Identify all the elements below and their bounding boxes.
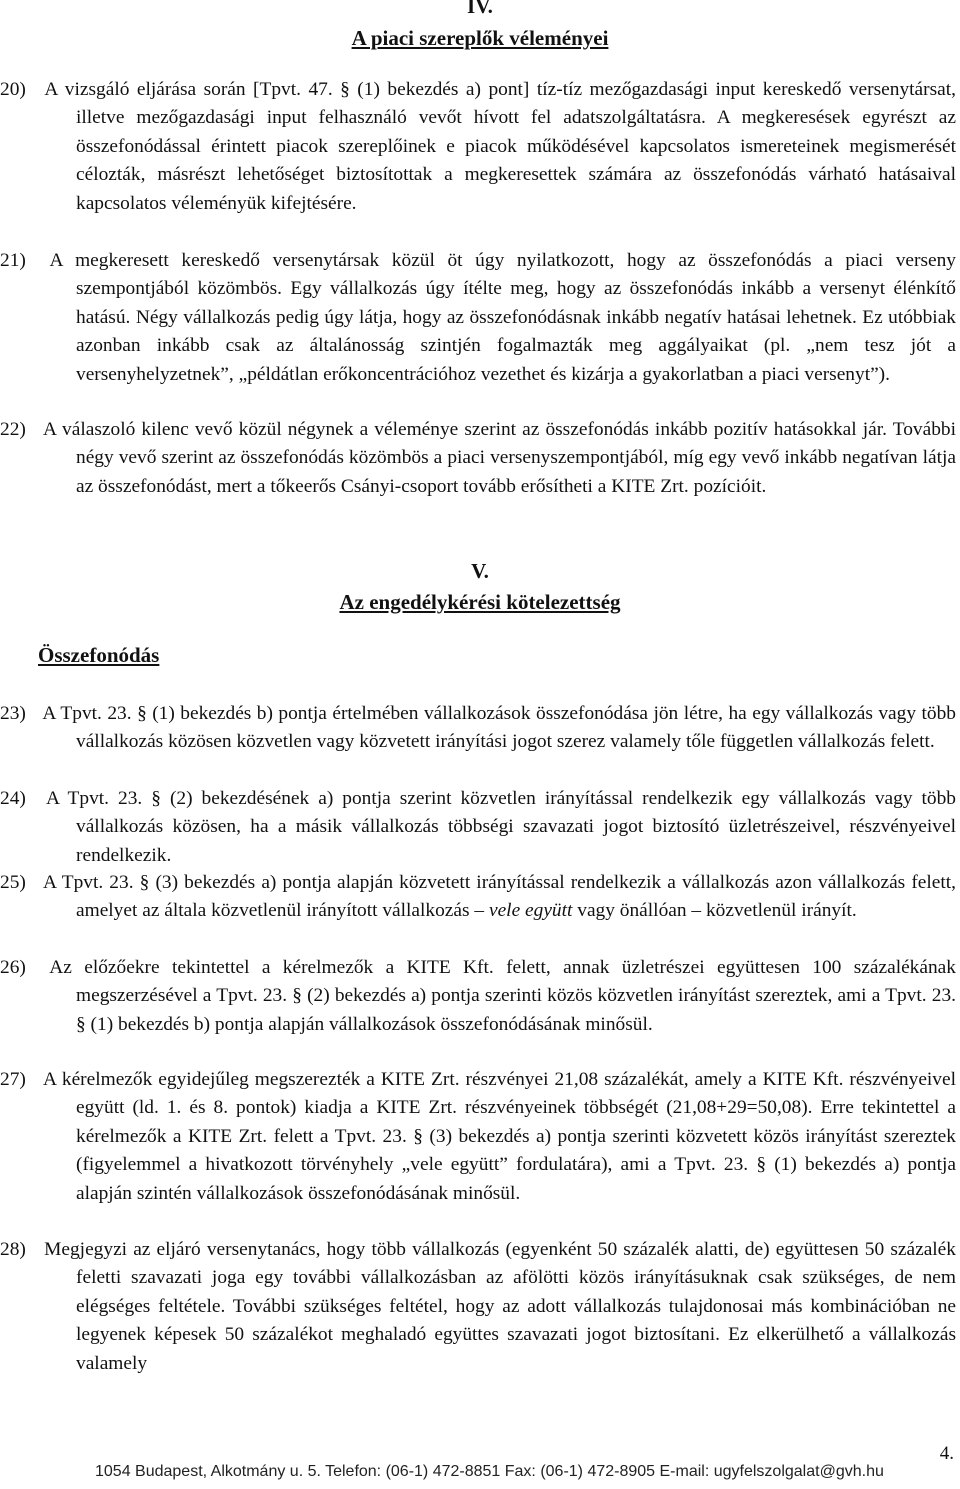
section-5-roman: V.	[471, 559, 489, 583]
paragraph-text-italic: vele együtt	[488, 900, 573, 922]
paragraph-text: A vizsgáló eljárása során [Tpvt. 47. § (1) bekezdés a) pont] tíz-tíz mezőgazdasági input kereskedő versenytársat, illetve mezőgazdasági input felhasználó vevőt hívott fel adatszolgáltatásra. A megkeresések egyrészt az összefonódással érintett piacok szereplőinek e piacok működésével kapcsolatos ismereteinek megismerését célozták, másrészt lehetőséget biztosítottak a megkeresettek számára az összefonódás várható hatásaival kapcsolatos véleményük kifejtésére.	[44, 79, 956, 214]
paragraph-21: 21) A megkeresett kereskedő versenytársak közül öt úgy nyilatkozott, hogy az összefonódás a piaci verseny szempontjából közömbös. Egy vállalkozás úgy ítélte meg, hogy az összefonódás inkább a versenyt élénkítő hatású. Négy vállalkozás pedig úgy látja, hogy az összefonódásnak inkább negatív hatásai lehetnek. Ez utóbbiak azonban inkább csak az általánosság szintjén fogalmazták meg aggályaikat (pl. „nem tesz jót a versenyhelyzetnek”, „példátlan erőkoncentrációhoz vezethet és kizárja a gyakorlatban a piaci versenyt”).	[0, 250, 956, 385]
section-5-title: Az engedélykérési kötelezettség	[339, 590, 621, 614]
page-number: 4.	[939, 1443, 954, 1464]
paragraph-text: A Tpvt. 23. § (1) bekezdés b) pontja értelmében vállalkozások összefonódása jön létre, ha egy vállalkozás vagy több vállalkozás közösen közvetlen vagy közvetett irányítási jogot szerez valamely tőle független vállalkozás felett.	[42, 703, 956, 753]
paragraph-text: A megkeresett kereskedő versenytársak közül öt úgy nyilatkozott, hogy az összefonódás a piaci verseny szempontjából közömbös. Egy vállalkozás úgy ítélte meg, hogy az összefonódás inkább a versenyt élénkítő hatású. Négy vállalkozás pedig úgy látja, hogy az összefonódásnak inkább negatív hatásai lehetnek. Ez utóbbiak azonban inkább csak az általánosság szintjén fogalmazták meg aggályaikat (pl. „nem tesz jót a versenyhelyzetnek”, „példátlan erőkoncentrációhoz vezethet és kizárja a gyakorlatban a piaci versenyt”).	[49, 250, 956, 385]
paragraph-28: 28) Megjegyzi az eljáró versenytanács, hogy több vállalkozás (egyenként 50 százalék alatti, de) együttesen 50 százalék feletti szavazati joga egy további vállalkozásban az afölötti közös irányításuknak csak szükséges, de nem elégséges feltétele. További szükséges feltétel, hogy az adott vállalkozás tulajdonosai más kombinációban ne legyenek képesek 50 százalékot meghaladó együttes szavazati jogot biztosítani. Ez elkerülhető a vállalkozás valamely	[0, 1239, 956, 1374]
paragraph-text: A Tpvt. 23. § (2) bekezdésének a) pontja szerint közvetlen irányítással rendelkezik egy vállalkozás vagy több vállalkozás közösen, ha a másik vállalkozás többségi szavazati jogot biztosító üzletrészeivel, részvényeivel rendelkezik.	[45, 788, 956, 866]
paragraph-26: 26) Az előzőekre tekintettel a kérelmezők a KITE Kft. felett, annak üzletrészei együttesen 100 százalékának megszerzésével a Tpvt. 23. § (2) bekezdés a) pontja szerinti közös közvetlen irányítást szereztek, ami a Tpvt. 23. § (1) bekezdés b) pontja alapján vállalkozások összefonódásának minősül.	[0, 957, 956, 1035]
footer-contact: 1054 Budapest, Alkotmány u. 5. Telefon: (06-1) 472-8851 Fax: (06-1) 472-8905 E-mail: ugyfelszolgalat@gvh.hu	[95, 1463, 884, 1480]
paragraph-text: Az előzőekre tekintettel a kérelmezők a KITE Kft. felett, annak üzletrészei együttesen 100 százalékának megszerzésével a Tpvt. 23. § (2) bekezdés a) pontja szerinti közös közvetlen irányítást szereztek, ami a Tpvt. 23. § (1) bekezdés b) pontja alapján vállalkozások összefonódásának minősül.	[49, 957, 956, 1035]
paragraph-text: A kérelmezők egyidejűleg megszerezték a KITE Zrt. részvényei 21,08 százalékát, amely a KITE Kft. részvényeivel együtt (ld. 1. és 8. pontok) kiadja a KITE Zrt. részvényeinek többségét (21,08+29=50,08). Erre tekintettel a kérelmezők a KITE Zrt. felett a Tpvt. 23. § (3) bekezdés a) pontja szerinti közvetett közös irányítást szereztek (figyelemmel a hivatkozott törvényhely „vele együtt” fordulatára), ami a Tpvt. 23. § (1) bekezdés a) pontja alapján szintén vállalkozások összefonódásának minősül.	[42, 1069, 957, 1204]
paragraph-27: 27) A kérelmezők egyidejűleg megszerezték a KITE Zrt. részvényei 21,08 százalékát, amely a KITE Kft. részvényeivel együtt (ld. 1. és 8. pontok) kiadja a KITE Zrt. részvényeinek többségét (21,08+29=50,08). Erre tekintettel a kérelmezők a KITE Zrt. felett a Tpvt. 23. § (3) bekezdés a) pontja szerinti közvetett közös irányítást szereztek (figyelemmel a hivatkozott törvényhely „vele együtt” fordulatára), ami a Tpvt. 23. § (1) bekezdés a) pontja alapján szintén vállalkozások összefonódásának minősül.	[0, 1069, 957, 1204]
paragraph-23: 23) A Tpvt. 23. § (1) bekezdés b) pontja értelmében vállalkozások összefonódása jön létre, ha egy vállalkozás vagy több vállalkozás közösen közvetlen vagy közvetett irányítási jogot szerez valamely tőle független vállalkozás felett.	[0, 703, 956, 753]
paragraph-text: A válaszoló kilenc vevő közül négynek a véleménye szerint az összefonódás inkább pozitív hatásokkal jár. További négy vevő szerint az összefonódás közömbös a piaci versenyszempontjából, míg egy vevő inkább negatívan látja az összefonódást, mert a tőkeerős Csányi-csoport tovább erősítheti a KITE Zrt. pozícióit.	[43, 419, 956, 497]
section-4-roman: IV.	[467, 0, 493, 18]
paragraph-text-before: A Tpvt. 23. § (3) bekezdés a) pontja alapján közvetett irányítással rendelkezik a vállalkozás azon vállalkozás felett, amelyet az általa közvetlenül irányított vállalkozás –	[43, 872, 956, 922]
paragraph-20: 20) A vizsgáló eljárása során [Tpvt. 47. § (1) bekezdés a) pont] tíz-tíz mezőgazdasági input kereskedő versenytársat, illetve mezőgazdasági input felhasználó vevőt hívott fel adatszolgáltatásra. A megkeresések egyrészt az összefonódással érintett piacok szereplőinek e piacok működésével kapcsolatos ismereteinek megismerését célozták, másrészt lehetőséget biztosítottak a megkeresettek számára az összefonódás várható hatásaival kapcsolatos véleményük kifejtésére.	[0, 79, 956, 214]
paragraph-text: Megjegyzi az eljáró versenytanács, hogy több vállalkozás (egyenként 50 százalék alatti, de) együttesen 50 százalék feletti szavazati joga egy további vállalkozásban az afölötti közös irányításuknak csak szükséges, de nem elégséges feltétele. További szükséges feltétel, hogy az adott vállalkozás tulajdonosai más kombinációban ne legyenek képesek 50 százalékot meghaladó együttes szavazati jogot biztosítani. Ez elkerülhető a vállalkozás valamely	[44, 1239, 956, 1374]
section-4-title: A piaci szereplők véleményei	[351, 26, 609, 50]
paragraph-25: 25) A Tpvt. 23. § (3) bekezdés a) pontja alapján közvetett irányítással rendelkezik a vállalkozás azon vállalkozás felett, amelyet az általa közvetlenül irányított vállalkozás – vele együtt vagy önállóan – közvetlenül irányít.	[0, 872, 956, 922]
paragraph-24: 24) A Tpvt. 23. § (2) bekezdésének a) pontja szerint közvetlen irányítással rendelkezik egy vállalkozás vagy több vállalkozás közösen, ha a másik vállalkozás többségi szavazati jogot biztosító üzletrészeivel, részvényeivel rendelkezik.	[0, 788, 956, 866]
paragraph-text-after: vagy önállóan – közvetlenül irányít.	[572, 900, 857, 922]
paragraph-22: 22) A válaszoló kilenc vevő közül négynek a véleménye szerint az összefonódás inkább pozitív hatásokkal jár. További négy vevő szerint az összefonódás közömbös a piaci versenyszempontjából, míg egy vevő inkább negatívan látja az összefonódást, mert a tőkeerős Csányi-csoport tovább erősítheti a KITE Zrt. pozícióit.	[0, 419, 956, 497]
subheading-osszefonodas: Összefonódás	[38, 643, 160, 667]
